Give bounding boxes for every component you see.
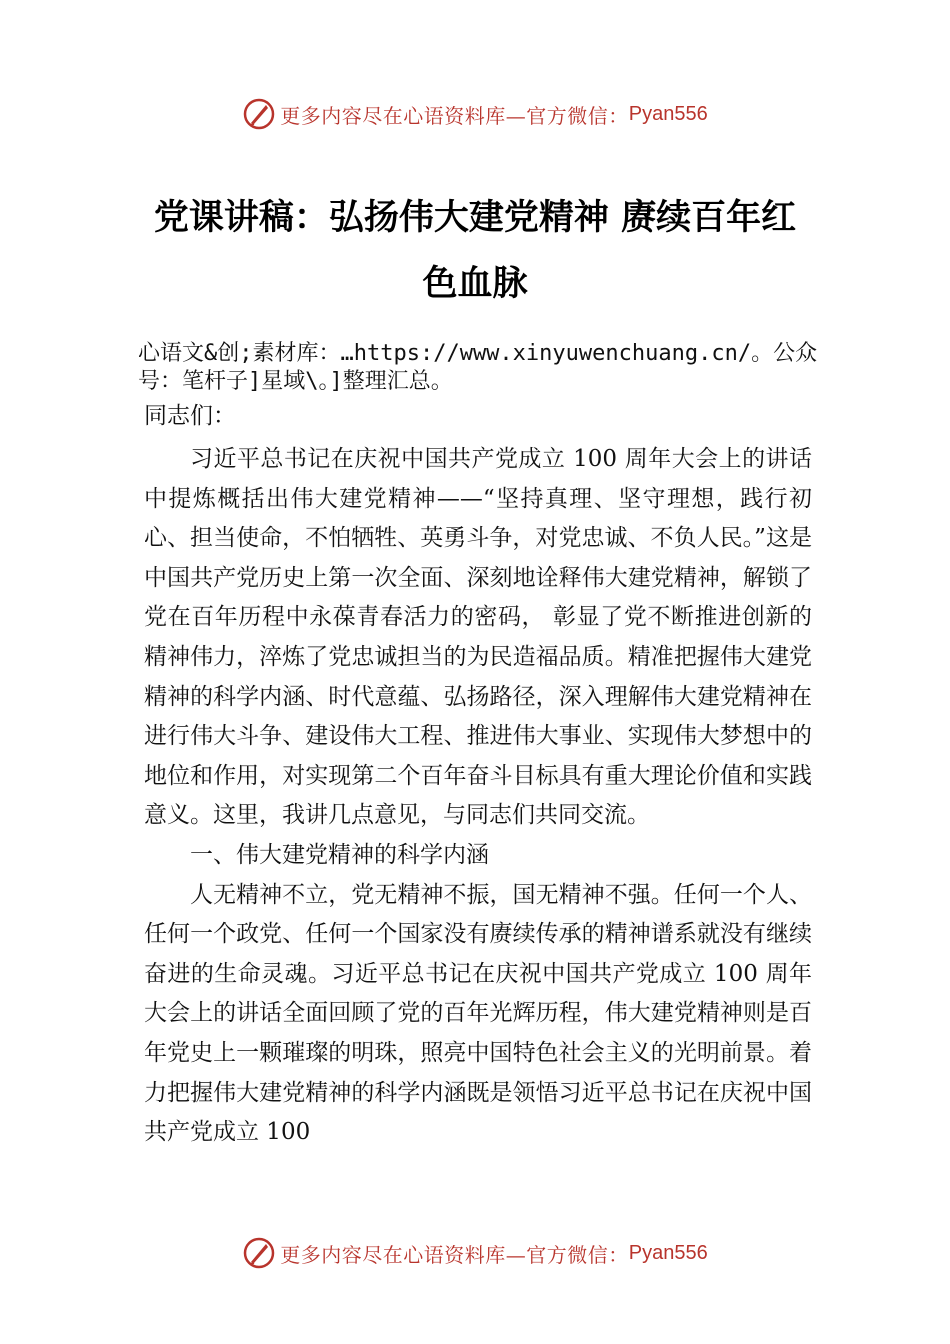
banner-text: 更多内容尽在心语资料库—官方微信： xyxy=(280,1242,629,1267)
banner-contact: Pyan556 xyxy=(628,1241,708,1264)
title-line-1: 党课讲稿：弘扬伟大建党精神 赓续百年红 xyxy=(153,198,797,238)
quill-logo-icon xyxy=(242,97,276,131)
document-title xyxy=(120,185,830,317)
source-note: 心语文&创;素材库：…https://www.xinyuwenchuang.cn/。公众号：笔杆子]星域\。]整理汇总。 xyxy=(138,341,818,394)
quill-logo-icon xyxy=(242,1236,276,1270)
banner-text: 更多内容尽在心语资料库—官方微信： xyxy=(280,103,629,128)
salutation: 同志们： xyxy=(144,403,236,429)
banner-contact: Pyan556 xyxy=(628,102,708,125)
header-banner xyxy=(0,94,950,134)
document-body xyxy=(144,440,812,1153)
title-line-2: 色血脉 xyxy=(422,264,528,304)
footer-banner xyxy=(0,1233,950,1273)
section-heading: 一、伟大建党精神的科学内涵 xyxy=(190,841,489,868)
paragraph: 人无精神不立，党无精神不振，国无精神不强。任何一个人、任何一个政党、任何一个国家没有赓续传承的精神谱系就没有继续奋进的生命灵魂。习近平总书记在庆祝中国共产党成立 100 周年大会上的讲话全面回顾了党的百年光辉历程，伟大建党精神则是百年党史上一颗璀璨的明珠，照亮中国特色社会主义的光明前景。着力把握伟大建党精神的科学内涵既是领悟习近平总书记在庆祝中国共产党成立 100 xyxy=(144,881,812,1146)
paragraph: 习近平总书记在庆祝中国共产党成立 100 周年大会上的讲话中提炼概括出伟大建党精神——“坚持真理、坚守理想，践行初心、担当使命，不怕牺牲、英勇斗争，对党忠诚、不负人民。”这是中国共产党历史上第一次全面、深刻地诠释伟大建党精神，解锁了党在百年历程中永葆青春活力的密码， 彰显了党不断推进创新的精神伟力，淬炼了党忠诚担当的为民造福品质。精准把握伟大建党精神的科学内涵、时代意蕴、弘扬路径，深入理解伟大建党精神在进行伟大斗争、建设伟大工程、推进伟大事业、实现伟大梦想中的地位和作用，对实现第二个百年奋斗目标具有重大理论价值和实践意义。这里，我讲几点意见，与同志们共同交流。 xyxy=(144,446,812,829)
